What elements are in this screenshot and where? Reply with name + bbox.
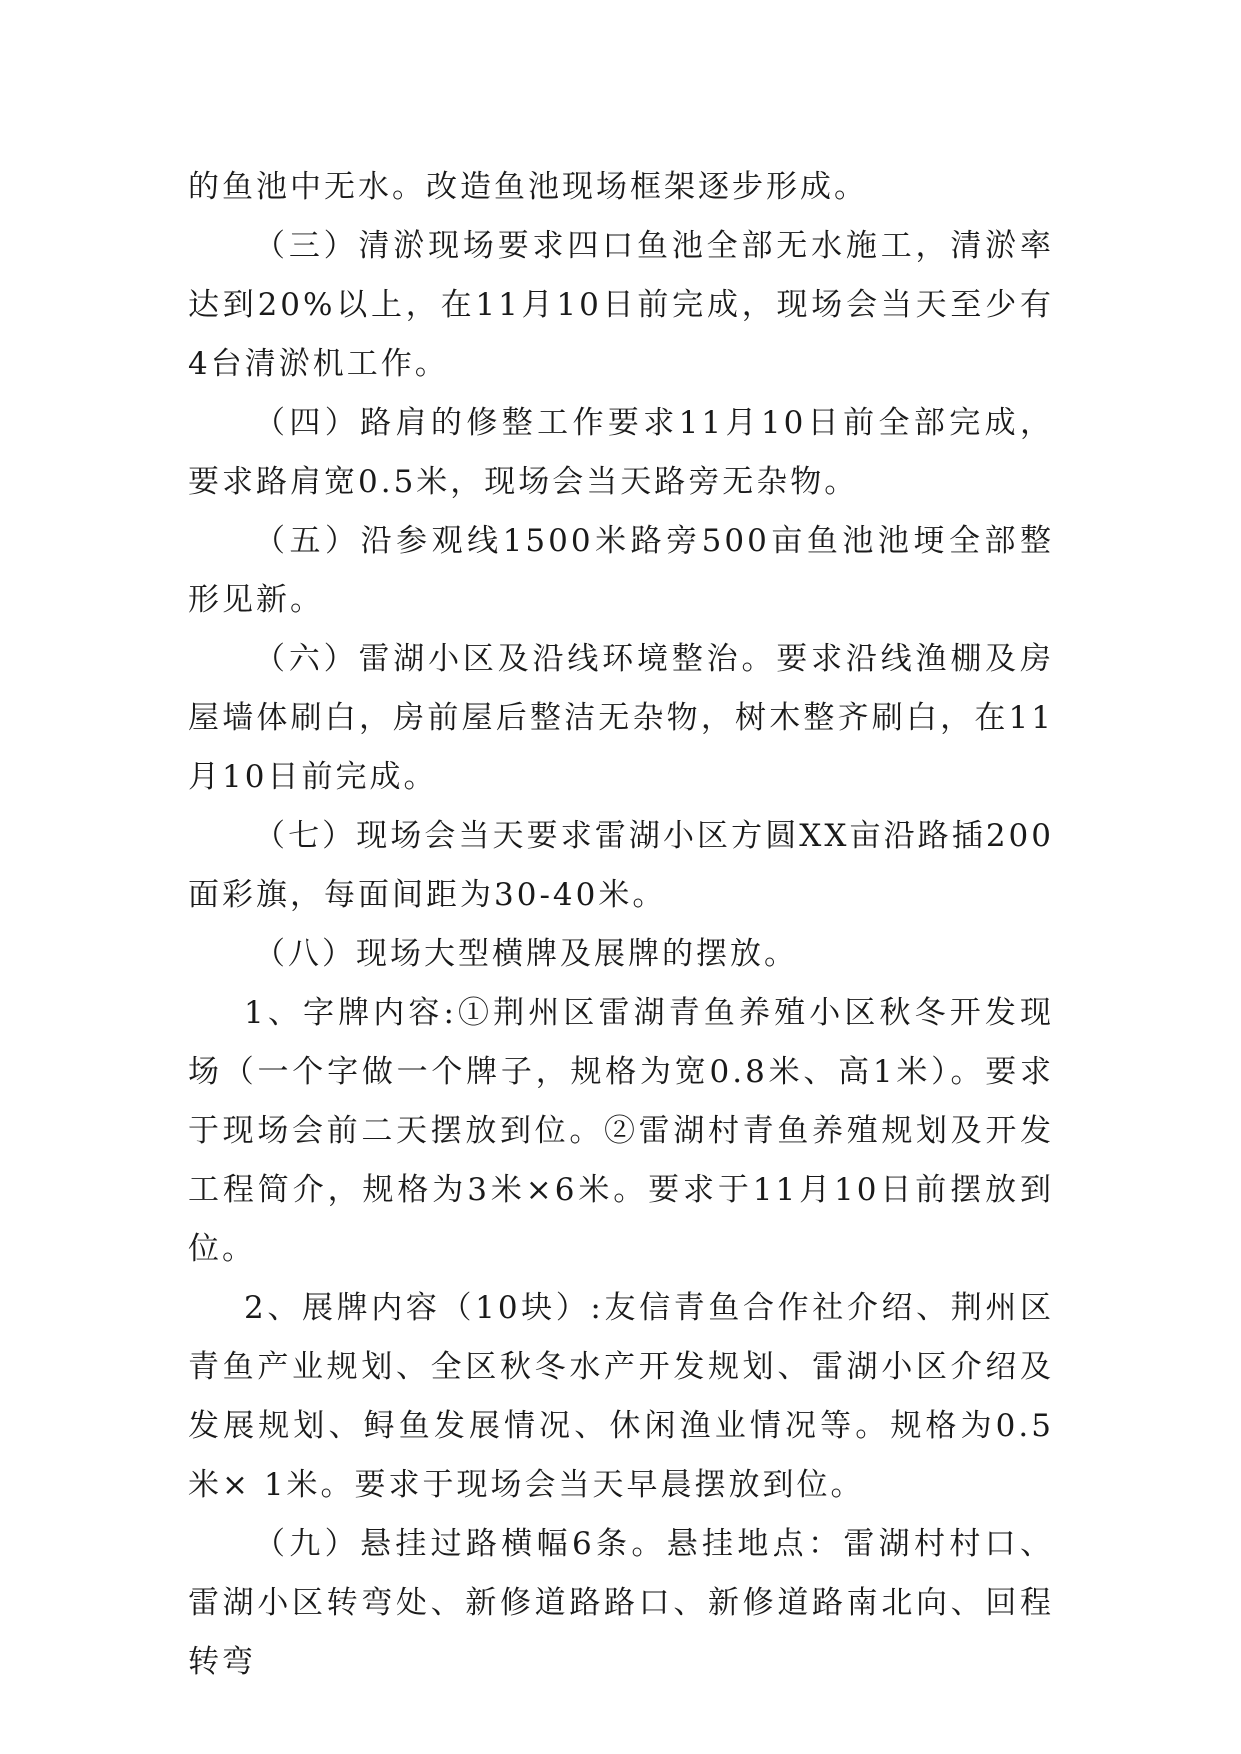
paragraph-section-5: （五）沿参观线1500米路旁500亩鱼池池埂全部整形见新。 [188, 523, 1054, 618]
paragraph-section-4: （四）路肩的修整工作要求11月10日前全部完成，要求路肩宽0.5米，现场会当天路旁无杂物。 [188, 405, 1054, 500]
paragraph-item-1: 1、字牌内容:①荆州区雷湖青鱼养殖小区秋冬开发现场（一个字做一个牌子，规格为宽0.8米、高1米）。要求于现场会前二天摆放到位。②雷湖村青鱼养殖规划及开发工程简介，规格为3米×6米。要求于11月10日前摆放到位。 [188, 995, 1054, 1267]
paragraph-continuation: 的鱼池中无水。改造鱼池现场框架逐步形成。 [188, 169, 868, 205]
paragraph-section-6: （六）雷湖小区及沿线环境整治。要求沿线渔棚及房屋墙体刷白，房前屋后整洁无杂物，树木整齐刷白，在11月10日前完成。 [188, 641, 1054, 795]
paragraph-section-7: （七）现场会当天要求雷湖小区方圆XX亩沿路插200面彩旗，每面间距为30-40米。 [188, 818, 1054, 913]
document-body [188, 158, 1054, 1692]
paragraph-section-3: （三）清淤现场要求四口鱼池全部无水施工，清淤率达到20%以上，在11月10日前完成，现场会当天至少有4台清淤机工作。 [188, 228, 1054, 382]
paragraph-section-8: （八）现场大型横牌及展牌的摆放。 [254, 936, 798, 972]
paragraph-item-2: 2、展牌内容（10块）:友信青鱼合作社介绍、荆州区青鱼产业规划、全区秋冬水产开发规划、雷湖小区介绍及发展规划、鲟鱼发展情况、休闲渔业情况等。规格为0.5米× 1米。要求于现场会当天早晨摆放到位。 [188, 1290, 1054, 1503]
paragraph-section-9: （九）悬挂过路横幅6条。悬挂地点：雷湖村村口、雷湖小区转弯处、新修道路路口、新修道路南北向、回程转弯 [188, 1526, 1054, 1680]
